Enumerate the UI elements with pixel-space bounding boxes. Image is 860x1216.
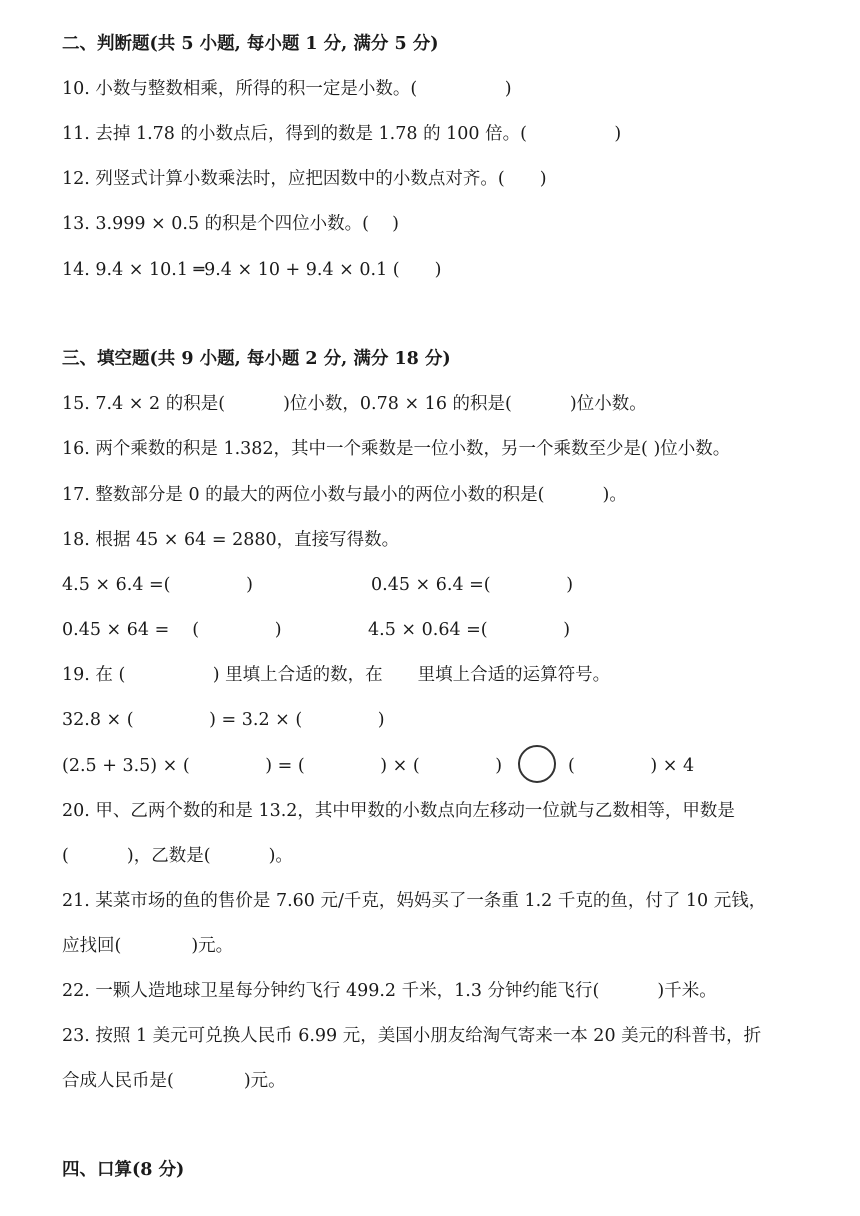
question-20-line-1: 20. 甲、乙两个数的和是 13.2，其中甲数的小数点向左移动一位就与乙数相等，甲数是 bbox=[62, 801, 735, 821]
question-16: 16. 两个乘数的积是 1.382，其中一个乘数是一位小数，另一个乘数至少是( )位小数。 bbox=[62, 439, 731, 459]
question-18-b: 0.45 × 6.4 =( ) bbox=[371, 575, 574, 595]
question-21-line-2: 应找回( )元。 bbox=[62, 936, 234, 956]
question-18-d: 4.5 × 0.64 =( ) bbox=[368, 620, 571, 640]
question-22: 22. 一颗人造地球卫星每分钟约飞行 499.2 千米，1.3 分钟约能飞行( )千米。 bbox=[62, 981, 717, 1001]
question-15: 15. 7.4 × 2 的积是( )位小数，0.78 × 16 的积是( )位小数。 bbox=[62, 394, 647, 414]
question-11: 11. 去掉 1.78 的小数点后，得到的数是 1.78 的 100 倍。( ) bbox=[62, 124, 622, 144]
question-17: 17. 整数部分是 0 的最大的两位小数与最小的两位小数的积是( )。 bbox=[62, 485, 627, 505]
operator-circle bbox=[518, 745, 556, 783]
question-19-b-left: (2.5 + 3.5) × ( ) = ( ) × ( ) bbox=[62, 756, 503, 776]
question-10: 10. 小数与整数相乘，所得的积一定是小数。( ) bbox=[62, 79, 512, 99]
question-12: 12. 列竖式计算小数乘法时，应把因数中的小数点对齐。( ) bbox=[62, 169, 547, 189]
question-18-c: 0.45 × 64 = ( ) bbox=[62, 620, 282, 640]
question-14: 14. 9.4 × 10.1 ═9.4 × 10 + 9.4 × 0.1 ( ) bbox=[62, 260, 442, 280]
question-18-a: 4.5 × 6.4 =( ) bbox=[62, 575, 253, 595]
question-23-line-2: 合成人民币是( )元。 bbox=[62, 1071, 286, 1091]
section-title-fill: 三、填空题(共 9 小题, 每小题 2 分, 满分 18 分) bbox=[62, 349, 451, 369]
question-20-line-2: ( )，乙数是( )。 bbox=[62, 846, 293, 866]
question-23-line-1: 23. 按照 1 美元可兑换人民币 6.99 元，美国小朋友给淘气寄来一本 20 美元的科普书，折 bbox=[62, 1026, 762, 1046]
question-19-a: 32.8 × ( ) = 3.2 × ( ) bbox=[62, 710, 385, 730]
section-title-judge: 二、判断题(共 5 小题, 每小题 1 分, 满分 5 分) bbox=[62, 34, 439, 54]
question-18: 18. 根据 45 × 64 = 2880，直接写得数。 bbox=[62, 530, 400, 550]
question-19: 19. 在 ( ) 里填上合适的数，在 里填上合适的运算符号。 bbox=[62, 665, 611, 685]
question-21-line-1: 21. 某菜市场的鱼的售价是 7.60 元/千克，妈妈买了一条重 1.2 千克的鱼，付了 10 元钱， bbox=[62, 891, 767, 911]
question-13: 13. 3.999 × 0.5 的积是个四位小数。( ) bbox=[62, 214, 399, 234]
section-title-oral: 四、口算(8 分) bbox=[62, 1160, 185, 1180]
question-19-b-right: ( ) × 4 bbox=[568, 756, 695, 776]
